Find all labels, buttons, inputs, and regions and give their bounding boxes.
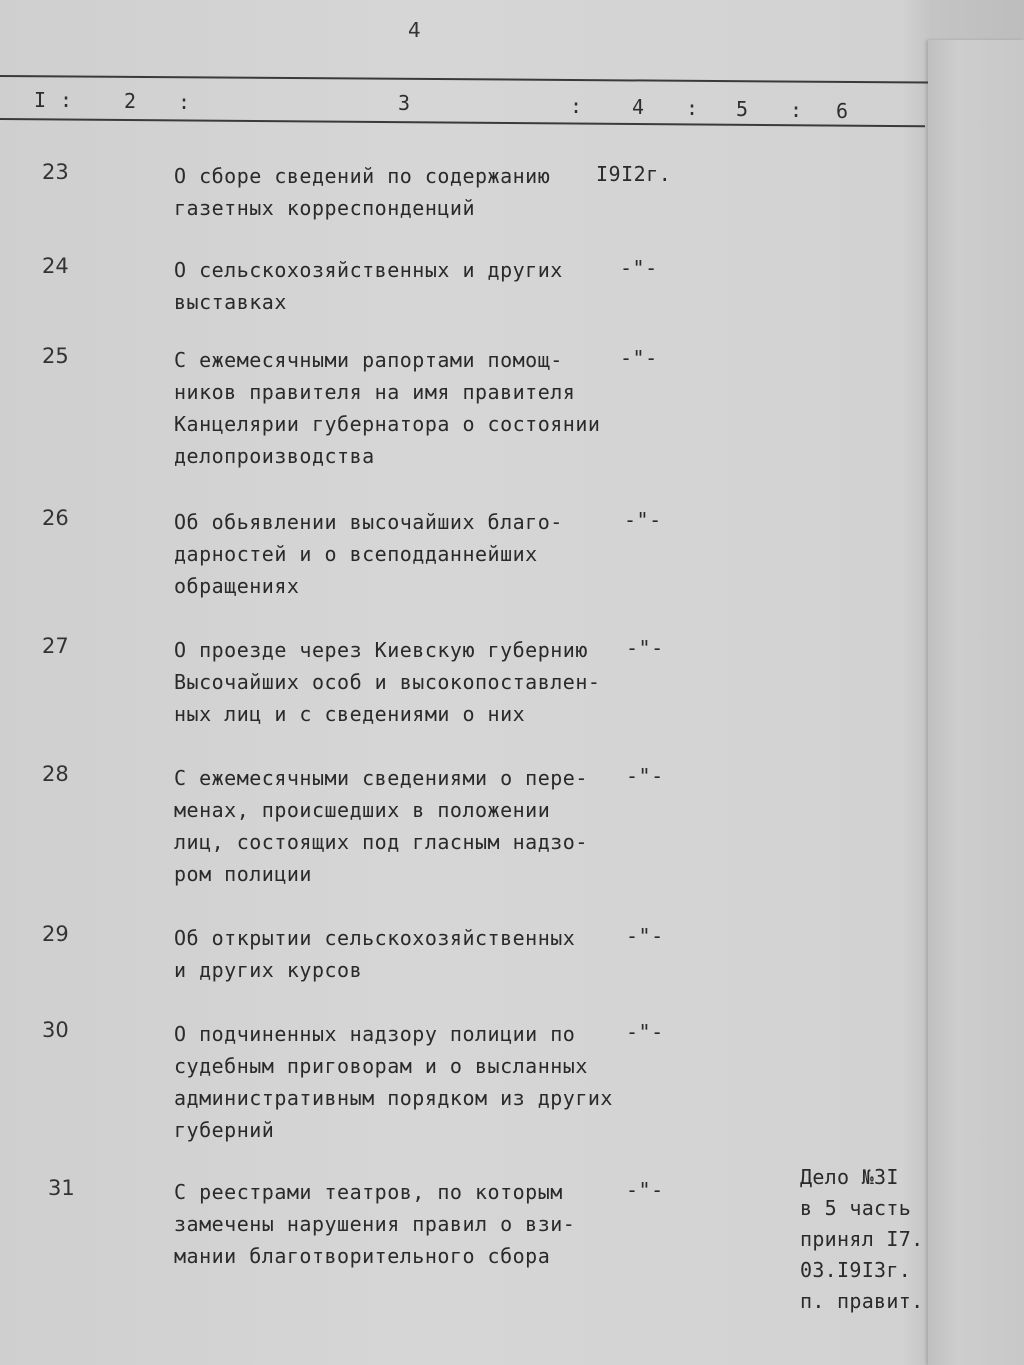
row-title: О подчиненных надзору полиции по судебным приговорам и о высланных административным порядком из других губерний (174, 1022, 613, 1142)
header-col-2: 2 (124, 89, 137, 113)
row-date: I9I2г. (596, 162, 672, 186)
row-date: -"- (626, 924, 664, 948)
row-number: 29 (42, 922, 69, 946)
row-title: Об обьявлении высочайших благо- дарностей и о всеподданнейших обращениях (174, 510, 563, 598)
header-separator: : (60, 88, 73, 112)
adjacent-sheet-edge (928, 40, 1024, 1365)
row-title: О сельскохозяйственных и других выставках (174, 258, 563, 314)
header-separator: : (178, 90, 191, 114)
row-title: Об открытии сельскохозяйственных и других курсов (174, 926, 576, 982)
archive-note: Дело №3I в 5 часть принял I7. 03.I9I3г. п. правит. (800, 1165, 924, 1313)
header-top-rule (0, 75, 928, 83)
row-number: 28 (42, 762, 69, 786)
row-number: 26 (42, 506, 69, 530)
row-date: -"- (626, 764, 664, 788)
header-bottom-rule (0, 118, 925, 127)
row-title: С реестрами театров, по которым замечены нарушения правил о взи- мании благотворительного сбора (174, 1180, 576, 1268)
row-date: -"- (626, 1020, 664, 1044)
header-col-4: 4 (632, 95, 645, 119)
header-col-6: 6 (836, 99, 849, 123)
row-date: -"- (624, 508, 662, 532)
header-col-1: I (34, 88, 47, 112)
row-number: 31 (48, 1176, 75, 1200)
page-number: 4 (408, 18, 421, 42)
header-separator: : (686, 96, 699, 120)
header-col-3: 3 (398, 91, 411, 115)
header-col-5: 5 (736, 97, 749, 121)
row-number: 23 (42, 160, 69, 184)
row-title: С ежемесячными рапортами помощ- ников правителя на имя правителя Канцелярии губернатора о состоянии делопроизводства (174, 348, 601, 468)
row-number: 24 (42, 254, 69, 278)
row-date: -"- (620, 346, 658, 370)
row-date: -"- (626, 1178, 664, 1202)
row-date: -"- (626, 636, 664, 660)
row-number: 25 (42, 344, 69, 368)
row-number: 27 (42, 634, 69, 658)
row-title: С ежемесячными сведениями о пере- менах, происшедших в положении лиц, состоящих под гласным надзо- ром полиции (174, 766, 588, 886)
row-title: О проезде через Киевскую губернию Высочайших особ и высокопоставлен- ных лиц и с сведениями о них (174, 638, 601, 726)
row-date: -"- (620, 256, 658, 280)
row-title: О сборе сведений по содержанию газетных корреспонденций (174, 164, 551, 220)
header-separator: : (790, 98, 803, 122)
row-number: 30 (42, 1018, 69, 1042)
header-separator: : (570, 94, 583, 118)
